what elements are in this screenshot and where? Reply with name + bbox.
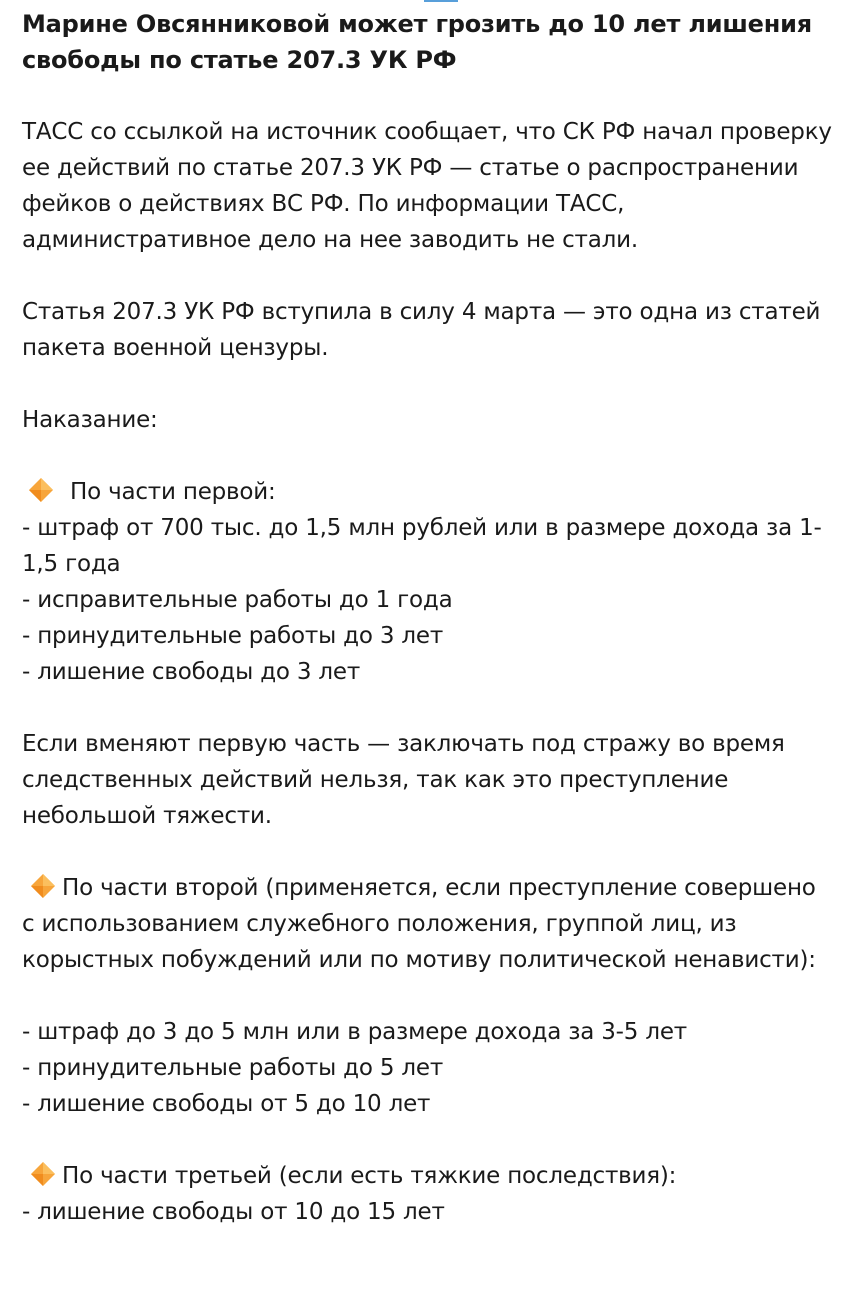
- part2-section: [22, 870, 834, 1122]
- part2-item: - штраф до 3 до 5 млн или в размере дохода за 3-5 лет: [22, 1019, 687, 1045]
- spacer: [22, 834, 834, 870]
- part1-item: - штраф от 700 тыс. до 1,5 млн рублей или в размере дохода за 1-1,5 года: [22, 515, 822, 577]
- part3-item: - лишение свободы от 10 до 15 лет: [22, 1199, 445, 1225]
- paragraph-article: Статья 207.3 УК РФ вступила в силу 4 марта — это одна из статей пакета военной цензуры.: [22, 299, 821, 361]
- part1-heading: По части первой:: [70, 479, 276, 505]
- part2-heading: По части второй (применяется, если преступление совершено с использованием служебного положения, группой лиц, из корыстных побуждений или по мотиву политической ненависти):: [22, 875, 816, 973]
- orange-diamond-icon: [28, 477, 54, 503]
- part1-item: - принудительные работы до 3 лет: [22, 623, 444, 649]
- part2-heading-line: [22, 870, 834, 978]
- paragraph-tass: ТАСС со ссылкой на источник сообщает, что СК РФ начал проверку ее действий по статье 207.3 УК РФ — статье о распространении фейков о действиях ВС РФ. По информации ТАСС, административное дело на нее заводить не стали.: [22, 119, 832, 253]
- spacer: [22, 258, 834, 294]
- paragraph-custody: Если вменяют первую часть — заключать под стражу во время следственных действий нельзя, так как это преступление небольшой тяжести.: [22, 731, 785, 829]
- part1-item: - исправительные работы до 1 года: [22, 587, 453, 613]
- part1-section: [22, 474, 834, 690]
- orange-diamond-icon: [30, 1161, 56, 1187]
- part3-heading-line: [22, 1158, 834, 1194]
- spacer: [22, 1122, 834, 1158]
- part1-item: - лишение свободы до 3 лет: [22, 659, 361, 685]
- spacer: [22, 978, 834, 1014]
- part3-heading: По части третьей (если есть тяжкие последствия):: [62, 1163, 677, 1189]
- orange-diamond-icon: [30, 873, 56, 899]
- punishment-heading: Наказание:: [22, 407, 158, 433]
- post-title: Марине Овсянниковой может грозить до 10 лет лишения свободы по статье 207.3 УК РФ: [22, 10, 812, 74]
- part2-item: - лишение свободы от 5 до 10 лет: [22, 1091, 431, 1117]
- spacer: [22, 690, 834, 726]
- spacer: [22, 438, 834, 474]
- part1-heading-line: [22, 474, 834, 510]
- part2-item: - принудительные работы до 5 лет: [22, 1055, 444, 1081]
- spacer: [22, 78, 834, 114]
- spacer: [22, 366, 834, 402]
- part3-section: [22, 1158, 834, 1230]
- message-post: [22, 6, 834, 1230]
